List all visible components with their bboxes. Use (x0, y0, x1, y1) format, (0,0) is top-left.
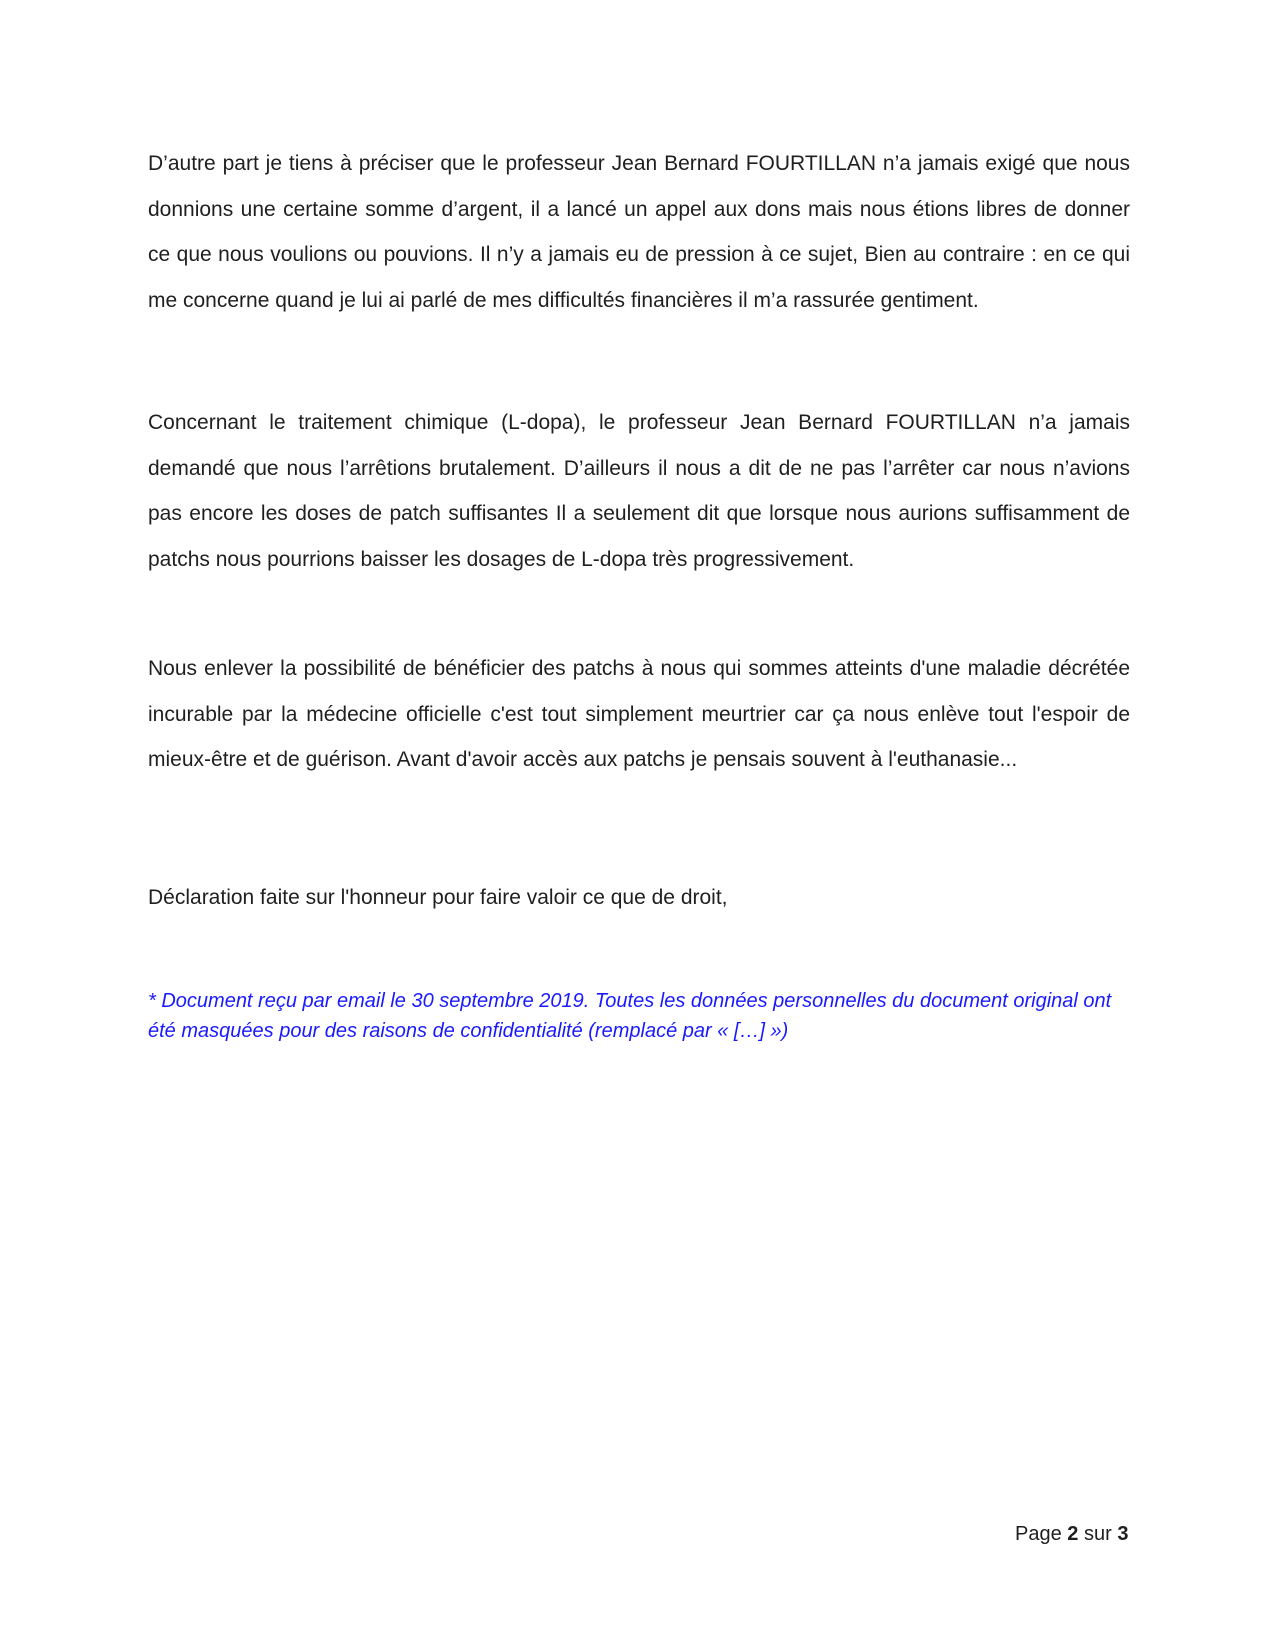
paragraph-donations: D’autre part je tiens à préciser que le professeur Jean Bernard FOURTILLAN n’a jamais exigé que nous donnions une certaine somme d’argent, il a lancé un appel aux dons mais nous étions libres de donner ce que nous voulions ou pouvions. Il n’y a jamais eu de pression à ce sujet, Bien au contraire : en ce qui me concerne quand je lui ai parlé de mes difficultés financières il m’a rassurée gentiment. (148, 152, 1130, 312)
page-label: Page (1015, 1523, 1062, 1545)
footnote: * Document reçu par email le 30 septembre 2019. Toutes les données personnelles du document original ont été masquées pour des raisons de confidentialité (remplacé par « […] ») (148, 990, 1112, 1042)
total-pages: 3 (1117, 1523, 1129, 1545)
page-number (1015, 1521, 1128, 1547)
current-page: 2 (1067, 1523, 1079, 1545)
of-label: sur (1083, 1523, 1112, 1545)
paragraph-treatment: Concernant le traitement chimique (L-dopa), le professeur Jean Bernard FOURTILLAN n’a jamais demandé que nous l’arrêtions brutalement. D’ailleurs il nous a dit de ne pas l’arrêter car nous n’avions pas encore les doses de patch suffisantes Il a seulement dit que lorsque nous aurions suffisamment de patchs nous pourrions baisser les dosages de L-dopa très progressivement. (148, 411, 1130, 571)
paragraph-declaration: Déclaration faite sur l'honneur pour faire valoir ce que de droit, (148, 886, 728, 909)
paragraph-patches: Nous enlever la possibilité de bénéficier des patchs à nous qui sommes atteints d'une maladie décrétée incurable par la médecine officielle c'est tout simplement meurtrier car ça nous enlève tout l'espoir de mieux-être et de guérison. Avant d'avoir accès aux patchs je pensais souvent à l'euthanasie... (148, 657, 1130, 772)
